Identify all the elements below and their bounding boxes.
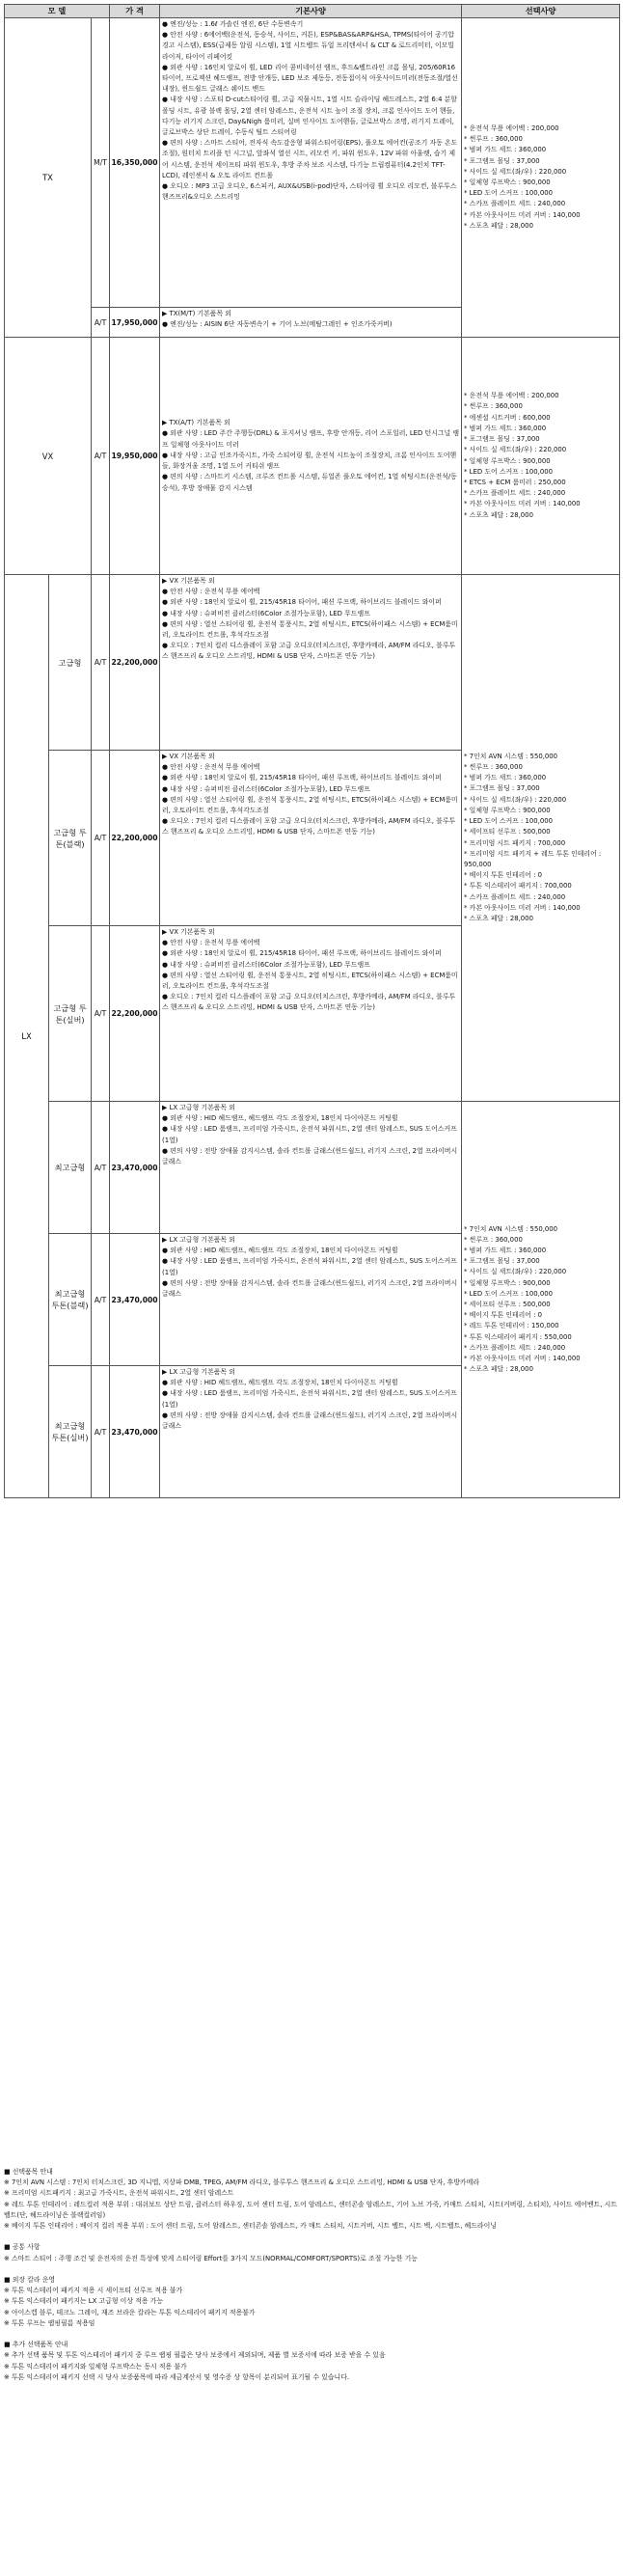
option-line: * 썬루프 : 360,000 <box>464 1235 523 1244</box>
option-line: * LED 도어 스커프 : 100,000 <box>464 817 554 826</box>
options-cell <box>462 338 620 575</box>
spec-line: ● 내장 사양 : LED 룸램프, 프리미엄 가죽시트, 운전석 파워시트, 2열 센터 암레스트, SUS 도어스커프(1열) <box>162 1389 457 1409</box>
option-line: * 사이드 실 세트(좌/우) : 220,000 <box>464 446 567 454</box>
spec-line: ● 편의 사양 : 전방 장애물 감지시스템, 솔라 컨트롤 글래스(윈드쉴드), 러기지 스크린, 2열 프라이버시 글래스 <box>162 1278 458 1299</box>
note-line: ※ 투톤 익스테리어 패키지는 LX 고급형 이상 적용 가능 <box>4 2297 163 2306</box>
spec-line: ● 편의 사양 : 스마트 스티어, 전자식 속도감응형 파워스티어링(EPS), 풀오토 에어컨(공조기 자동 온도조절), 원터치 트리플 턴 시그널, 앞좌석 열선 시트, 리모컨 키, 파워 윈도우, 12V 파워 아울렛, 습기 제어 시스템, 운전석 세이프티 파워 윈도우, 후방 주차 보조 시스템, 다기능 트립컴퓨터(4.2인치 TFT-LCD), 레인센서 & 오토 라이트 컨트롤 <box>162 139 458 179</box>
model-tx: TX <box>5 18 92 338</box>
note-line: ※ 투톤 익스테리어 패키지와 일체형 루프박스는 동시 적용 불가 <box>4 2362 187 2370</box>
spec-line: ● 안전 사양 : 운전석 무릎 에어백 <box>162 939 260 947</box>
basic-specs-cell <box>160 1366 462 1498</box>
basic-specs-cell <box>160 751 462 926</box>
spec-line: ● 외관 사양 : LED 주간 주행등(DRL) & 포지셔닝 램프, 후방 안개등, 리어 스포일러, LED 턴시그널 램프 일체형 아웃사이드 미러 <box>162 429 460 449</box>
note-line: ※ 투톤 익스테리어 패키지 적용 시 세이프티 선루프 적용 불가 <box>4 2287 183 2295</box>
price-cell: 22,200,000 <box>110 751 160 926</box>
option-line: * 일체형 루프박스 : 900,000 <box>464 1278 551 1287</box>
trim-cell: 최고급형 <box>49 1102 92 1234</box>
price-cell: 19,950,000 <box>110 338 160 575</box>
mission-cell: A/T <box>92 338 110 575</box>
option-line: * 포그램프 몰딩 : 37,000 <box>464 1257 540 1266</box>
price-cell: 23,470,000 <box>110 1234 160 1366</box>
option-line: * 범퍼 가드 세트 : 360,000 <box>464 424 547 432</box>
option-line: * 썬루프 : 360,000 <box>464 135 523 144</box>
spec-line: ● 오디오 : 7인치 컬러 디스플레이 포함 고급 오디오(터치스크린, 후방카메라, AM/FM 라디오, 블루투스 핸즈프리 & 오디오 스트리밍, HDMI & USB 단자, 스마트폰 연동 기능) <box>162 642 456 661</box>
spec-line: ● 내장 사양 : LED 룸램프, 프리미엄 가죽시트, 운전석 파워시트, 2열 센터 암레스트, SUS 도어스커프(1열) <box>162 1257 457 1276</box>
basic-specs-cell <box>160 1102 462 1234</box>
spec-line: ● 외관 사양 : 16인치 알로이 휠, LED 리어 콤비네이션 램프, 후드&벨트라인 크롬 몰딩, 205/60R16 타이어, 프로젝션 헤드램프, 전방 안개등, LED 보조 제동등, 전동접이식 아웃사이드미러(전동조절/열선내장), 윈드쉴드 글래스 쉐이드 밴드 <box>162 63 458 94</box>
option-line: * 일체형 루프박스 : 900,000 <box>464 178 551 186</box>
option-line: * 범퍼 가드 세트 : 360,000 <box>464 774 547 782</box>
mission-cell: A/T <box>92 1102 110 1234</box>
option-line: * 운전석 무릎 에어백 : 200,000 <box>464 123 559 132</box>
option-line: * 썬루프 : 360,000 <box>464 402 523 411</box>
options-cell <box>462 1102 620 1498</box>
option-line: * 7인치 AVN 시스템 : 550,000 <box>464 752 558 760</box>
spec-line: ● 외관 사양 : 18인치 알로이 휠, 215/45R18 타이어, 패션 루프랙, 하이브리드 블레이드 와이퍼 <box>162 774 442 782</box>
note-spacer <box>4 2329 619 2340</box>
spec-line: ● 내장 사양 : 스포티 D-cut스티어링 휠, 고급 직물시트, 1열 시트 슬라이딩 헤드레스트, 2열 6:4 분할 폴딩 시트, 유광 블랙 몰딩, 2열 센터 암레스트, 운전석 시트 높이 조절 장치, 크롬 인사이드 도어 핸들, 다기능 러기지 스크린, Day&Nigh 룸미러, 실버 인사이드 도어핸들, 글로브박스 조명, 러기지 트레이, 글로브박스 상단 트레이, 수동식 틸트 스티어링 <box>162 96 457 137</box>
trim-cell: 최고급형 투톤(블랙) <box>49 1234 92 1366</box>
price-cell: 16,350,000 <box>110 18 160 308</box>
spec-line: ● 오디오 : 7인치 컬러 디스플레이 포함 고급 오디오(터치스크린, 후방카메라, AM/FM 라디오, 블루투스 핸즈프리 & 오디오 스트리밍, HDMI & USB 단자, 스마트폰 연동 기능) <box>162 817 456 836</box>
table-row-lx-1 <box>5 575 620 751</box>
option-line: * LED 도어 스커프 : 100,000 <box>464 467 554 476</box>
option-line: * 스포츠 페달 : 28,000 <box>464 1365 533 1374</box>
spec-line: ● 외관 사양 : HID 헤드램프, 헤드램프 각도 조절장치, 18인치 다이아몬드 커팅휠 <box>162 1114 398 1123</box>
price-cell: 23,470,000 <box>110 1366 160 1498</box>
note-line: ※ 투톤 루프는 랩핑필름 적용임 <box>4 2318 95 2327</box>
option-line: * 스카프 플레이트 세트 : 240,000 <box>464 489 566 498</box>
spec-line: ● 편의 사양 : 열선 스티어링 휠, 운전석 통풍시트, 2열 히팅시트, ETCS(하이패스 시스템) + ECM룸미러, 오토라이트 컨트롤, 후석각도조절 <box>162 795 458 815</box>
mission-cell: A/T <box>92 575 110 751</box>
option-line: * 포그램프 몰딩 : 37,000 <box>464 156 540 165</box>
basic-specs-cell <box>160 338 462 575</box>
header-model: 모 델 <box>5 5 110 18</box>
option-line: * 스카프 플레이트 세트 : 240,000 <box>464 1343 566 1352</box>
mission-cell: M/T <box>92 18 110 308</box>
option-line: * 세이프티 선루프 : 500,000 <box>464 1301 551 1308</box>
spec-line: ● 내장 사양 : LED 룸램프, 프리미엄 가죽시트, 운전석 파워시트, 2열 센터 암레스트, SUS 도어스커프(1열) <box>162 1125 457 1144</box>
header-basic-specs: 기본사양 <box>160 5 462 18</box>
option-line: * 사이드 실 세트(좌/우) : 220,000 <box>464 167 567 176</box>
spec-line: ● 안전 사양 : 운전석 무릎 에어백 <box>162 588 260 596</box>
price-cell: 22,200,000 <box>110 926 160 1102</box>
option-line: * 카본 아웃사이드 미러 커버 : 140,000 <box>464 903 581 912</box>
option-line: * 스카프 플레이트 세트 : 240,000 <box>464 200 566 208</box>
note-line: ※ 아이스캡 블루, 테크노 그레이, 재즈 브라운 칼라는 투톤 익스테리어 패키지 적용불가 <box>4 2308 256 2316</box>
spec-line: ▶ VX 기본품목 외 <box>162 753 215 760</box>
spec-line: ● 내장 사양 : 슈퍼비전 클러스터(6Color 조절가능포함), LED 무드램프 <box>162 609 370 617</box>
option-line: * 포그램프 몰딩 : 37,000 <box>464 784 540 793</box>
basic-specs-cell <box>160 926 462 1102</box>
note-line: ※ 투톤 익스테리어 패키지 선택 시 당사 보증품목에 따라 세금계산서 및 영수증 상 항목이 분리되어 표기될 수 있습니다. <box>4 2372 350 2381</box>
spec-line: ● 안전 사양 : 6에어백(운전석, 동승석, 사이드, 커튼), ESP&BAS&ARP&HSA, TPMS(타이어 공기압 경고 시스템), ESS(급제동 알림 시스템), 1열 시트벨트 듀얼 프리텐셔너 & CLT & 로드리미터, 이모빌라이저, 타이어 리페어킷 <box>162 31 454 61</box>
spec-line: ● 편의 사양 : 열선 스티어링 휠, 운전석 통풍시트, 2열 히팅시트, ETCS(하이패스 시스템) + ECM룸미러, 오토라이트 컨트롤, 후석각도조절 <box>162 619 458 640</box>
spec-line: ● 편의 사양 : 전방 장애물 감지시스템, 솔라 컨트롤 글래스(윈드쉴드), 러기지 스크린, 2열 프라이버시 글래스 <box>162 1411 458 1431</box>
spec-line: ▶ VX 기본품목 외 <box>162 928 215 936</box>
trim-cell: 고급형 투톤(실버) <box>49 926 92 1102</box>
basic-specs-cell <box>160 308 462 338</box>
table-row-vx <box>5 338 620 575</box>
price-cell: 22,200,000 <box>110 575 160 751</box>
option-line: * 프리미엄 시트 패키지 + 레드 투톤 인테리어 : 950,000 <box>464 849 602 868</box>
model-lx: LX <box>5 575 49 1498</box>
mission-cell: A/T <box>92 1366 110 1498</box>
option-line: * 레드 투톤 인테리어 : 150,000 <box>464 1322 559 1330</box>
option-line: * 카본 아웃사이드 미러 커버 : 140,000 <box>464 500 581 508</box>
option-line: * 투톤 익스테리어 패키지 : 550,000 <box>464 1332 572 1341</box>
note-line: ※ 베이지 투톤 인테리어 : 베이지 컬러 적용 부위 : 도어 센터 트림, 도어 암레스트, 센터콘솔 암레스트, 카 매트 스티치, 시트커버, 시트 벨트, 시트 백, 시트벨트, 헤드라이닝 <box>4 2222 497 2231</box>
spec-line: ● 엔진/성능 : 1.6ℓ 가솔린 엔진, 6단 수동변속기 <box>162 20 304 28</box>
spec-line: ● 오디오 : 7인치 컬러 디스플레이 포함 고급 오디오(터치스크린, 후방카메라, AM/FM 라디오, 블루투스 핸즈프리 & 오디오 스트리밍, HDMI & USB 단자, 스마트폰 연동 기능) <box>162 993 456 1012</box>
spec-line: ● 오디오 : MP3 고급 오디오, 6스피커, AUX&USB(i-pod)단자, 스티어링 휠 오디오 리모컨, 블루투스 핸즈프리&오디오 스트리밍 <box>162 182 457 202</box>
option-line: * 운전석 무릎 에어백 : 200,000 <box>464 392 559 400</box>
mission-cell: A/T <box>92 751 110 926</box>
spec-line: ▶ TX(M/T) 기본품목 외 <box>162 310 231 317</box>
option-line: * 투톤 익스테리어 패키지 : 700,000 <box>464 882 572 891</box>
option-line: * ETCS + ECM 룸미러 : 250,000 <box>464 478 566 486</box>
basic-specs-cell <box>160 1234 462 1366</box>
note-line: ※ 7인치 AVN 시스템 : 7인치 터치스크린, 3D 지니맵, 지상파 DMB, TPEG, AM/FM 라디오, 블루투스 핸즈프리 & 오디오 스트리밍, HDMI & USB 단자, 후방카메라 <box>4 2179 479 2187</box>
note-spacer <box>4 2264 619 2275</box>
option-line: * LED 도어 스커프 : 100,000 <box>464 1289 554 1298</box>
option-line: * 일체형 루프박스 : 900,000 <box>464 806 551 814</box>
option-line: * 프리미엄 시트 패키지 : 700,000 <box>464 838 566 847</box>
note-spacer <box>4 2232 619 2242</box>
option-line: * 베이지 투톤 인테리어 : 0 <box>464 871 543 880</box>
option-line: * 스포츠 페달 : 28,000 <box>464 914 533 922</box>
spec-line: ● 엔진/성능 : AISIN 6단 자동변속기 + 기어 노브(메탈그레인 + 인조가죽커버) <box>162 320 393 329</box>
spec-line: ▶ LX 고급형 기본품목 외 <box>162 1104 235 1111</box>
option-line: * 사이드 실 세트(좌/우) : 220,000 <box>464 795 567 804</box>
note-line: ※ 프리미엄 시트패키지 : 최고급 가죽시트, 운전석 파워시트, 2열 센터 암레스트 <box>4 2189 234 2198</box>
note-line: ※ 추가 선택 품목 및 투톤 익스테리어 패키지 중 루프 랩핑 필름은 당사 보증에서 제외되며, 제품 별 보증서에 따라 보증 받을 수 있음 <box>4 2351 386 2360</box>
option-line: * 카본 아웃사이드 미러 커버 : 140,000 <box>464 210 581 219</box>
spec-line: ▶ LX 고급형 기본품목 외 <box>162 1236 235 1244</box>
spec-line: ● 내장 사양 : 슈퍼비전 클러스터(6Color 조절가능포함), LED 무드램프 <box>162 960 370 969</box>
option-line: * 썬루프 : 360,000 <box>464 763 523 772</box>
header-options: 선택사양 <box>462 5 620 18</box>
notes-section <box>4 2167 619 2383</box>
option-line: * 베이지 투톤 인테리어 : 0 <box>464 1311 543 1320</box>
price-cell: 23,470,000 <box>110 1102 160 1234</box>
model-vx: VX <box>5 338 92 575</box>
basic-specs-cell <box>160 575 462 751</box>
table-row-lx-4 <box>5 1102 620 1234</box>
basic-specs-cell <box>160 18 462 308</box>
option-line: * 포그램프 몰딩 : 37,000 <box>464 435 540 444</box>
option-line: * 범퍼 가드 세트 : 360,000 <box>464 146 547 154</box>
spec-line: ● 편의 사양 : 스마트키 시스템, 크루즈 컨트롤 시스템, 듀얼존 풀오토 에어컨, 1열 히팅시트(운전석/동승석), 후방 장애물 감지 시스템 <box>162 473 457 492</box>
trim-cell: 고급형 <box>49 575 92 751</box>
option-line: * 범퍼 가드 세트 : 360,000 <box>464 1246 547 1254</box>
spec-line: ▶ VX 기본품목 외 <box>162 577 215 585</box>
option-line: * 7인치 AVN 시스템 : 550,000 <box>464 1224 558 1233</box>
spec-line: ● 외관 사양 : 18인치 알로이 휠, 215/45R18 타이어, 패션 루프랙, 하이브리드 블레이드 와이퍼 <box>162 949 442 958</box>
table-row-tx-mt <box>5 18 620 308</box>
option-line: * 일체형 루프박스 : 900,000 <box>464 456 551 465</box>
options-cell <box>462 18 620 338</box>
note-heading: ■ 외장 칼라 운영 <box>4 2276 56 2284</box>
price-cell: 17,950,000 <box>110 308 160 338</box>
mission-cell: A/T <box>92 1234 110 1366</box>
option-line: * 카본 아웃사이드 미러 커버 : 140,000 <box>464 1355 581 1363</box>
note-heading: ■ 추가 선택품목 안내 <box>4 2341 68 2349</box>
option-line: * 스카프 플레이트 세트 : 240,000 <box>464 892 566 901</box>
spec-line: ● 외관 사양 : 18인치 알로이 휠, 215/45R18 타이어, 패션 루프랙, 하이브리드 블레이드 와이퍼 <box>162 598 442 607</box>
note-line: ※ 스마트 스티어 : 주행 조건 및 운전자의 운전 특성에 맞게 스티어링 Effort를 3가지 모드(NORMAL/COMFORT/SPORTS)로 조절 가능한 기능 <box>4 2254 418 2262</box>
trim-cell: 고급형 투톤(블랙) <box>49 751 92 926</box>
trim-cell: 최고급형 투톤(실버) <box>49 1366 92 1498</box>
options-cell <box>462 575 620 1102</box>
spec-line: ● 외관 사양 : HID 헤드램프, 헤드램프 각도 조절장치, 18인치 다이아몬드 커팅휠 <box>162 1247 398 1255</box>
mission-cell: A/T <box>92 308 110 338</box>
spec-line: ● 외관 사양 : HID 헤드램프, 헤드램프 각도 조절장치, 18인치 다이아몬드 커팅휠 <box>162 1379 398 1387</box>
note-heading: ■ 선택품목 안내 <box>4 2168 53 2176</box>
note-heading: ■ 공통 사항 <box>4 2243 41 2252</box>
spec-line: ● 내장 사양 : 슈퍼비전 클러스터(6Color 조절가능포함), LED 무드램프 <box>162 784 370 793</box>
header-price: 가 격 <box>110 5 160 18</box>
option-line: * 스포츠 페달 : 28,000 <box>464 221 533 230</box>
option-line: * 사이드 실 세트(좌/우) : 220,000 <box>464 1268 567 1276</box>
option-line: * 에센셜 시트커버 : 600,000 <box>464 413 551 422</box>
spec-line: ▶ LX 고급형 기본품목 외 <box>162 1368 235 1376</box>
option-line: * 스포츠 페달 : 28,000 <box>464 510 533 519</box>
option-line: * 세이프티 선루프 : 500,000 <box>464 828 551 836</box>
mission-cell: A/T <box>92 926 110 1102</box>
spec-line: ▶ TX(A/T) 기본품목 외 <box>162 419 230 427</box>
spec-line: ● 안전 사양 : 운전석 무릎 에어백 <box>162 763 260 772</box>
option-line: * LED 도어 스커프 : 100,000 <box>464 189 554 198</box>
note-line: ※ 레드 투톤 인테리어 : 레드컬러 적용 부위 : 대쉬보드 상단 트림, 클러스터 하우징, 도어 센터 트림, 도어 암레스트, 센터콘솔 암레스트, 기어 노브 가죽, 카매트 스티치, 시트(커버링, 스티치), 사이드 에어벤트, 시트벨트(단, 헤드라이닝은 블랙컬러임) <box>4 2200 617 2219</box>
table-header-row <box>5 5 620 18</box>
spec-line: ● 편의 사양 : 전방 장애물 감지시스템, 솔라 컨트롤 글래스(윈드쉴드), 러기지 스크린, 2열 프라이버시 글래스 <box>162 1146 458 1166</box>
spec-line: ● 내장 사양 : 고급 인조가죽시트, 가죽 스티어링 휠, 운전석 시트높이 조절장치, 크롬 인사이드 도어핸들, 화장거울 조명, 1열 도어 커티쉬 램프 <box>162 451 457 471</box>
price-table <box>4 4 620 1498</box>
spec-line: ● 편의 사양 : 열선 스티어링 휠, 운전석 통풍시트, 2열 히팅시트, ETCS(하이패스 시스템) + ECM룸미러, 오토라이트 컨트롤, 후석각도조절 <box>162 971 458 991</box>
